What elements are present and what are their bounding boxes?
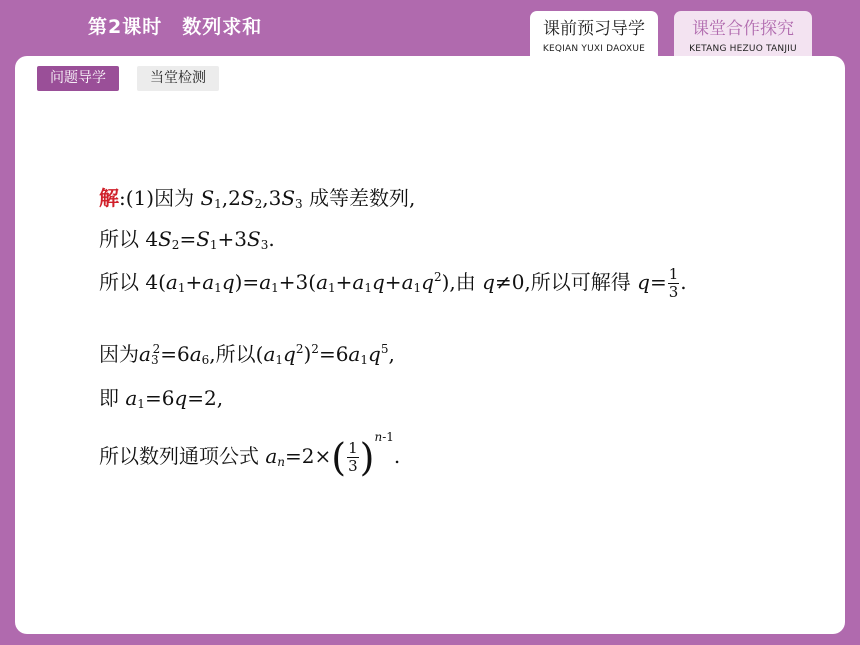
subtab-problem-guide[interactable]: 问题导学	[37, 66, 119, 91]
tab-preview-guide[interactable]	[530, 11, 658, 56]
solution-line-1: 解:(1)因为 $S_1,2S_2,3S_3$ 成等差数列,	[99, 186, 416, 211]
answer-label: 解	[99, 186, 119, 210]
solution-line-5: 即 $a_1=6q=2$,	[99, 386, 224, 411]
content-panel	[15, 56, 845, 634]
solution-line-4: 因为$a_3^2=6a_6$,所以$(a_1q^2)^2=6a_1q^5$,	[99, 342, 395, 367]
fraction-one-third: $\frac{1}{3}$	[668, 265, 679, 301]
solution-line-3: 所以 $4(a_1+a_1q)=a_1+3(a_1+a_1q+a_1q^2)$,由 q≠0,所以可解得 q= $\frac{1}{3}$ .	[99, 265, 687, 301]
subtab-class-test[interactable]: 当堂检测	[137, 66, 219, 91]
solution-line-6: 所以数列通项公式 $a_n=2\times$( $\frac{1}{3}$ )$^{n-1}$.	[99, 430, 401, 480]
lesson-title: 第2课时 数列求和	[88, 16, 263, 38]
solution-line-2: 所以 $4S_2=S_1+3S_3$.	[99, 227, 275, 252]
fraction-one-third-power: $\frac{1}{3}$	[348, 439, 358, 475]
tab-preview-label: 课前预习导学	[543, 19, 645, 39]
tab-explore-label: 课堂合作探究	[692, 19, 794, 39]
tab-explore-pinyin: KETANG HEZUO TANJIU	[689, 44, 797, 54]
tab-class-explore[interactable]	[674, 11, 812, 56]
tab-preview-pinyin: KEQIAN YUXI DAOXUE	[542, 44, 646, 54]
